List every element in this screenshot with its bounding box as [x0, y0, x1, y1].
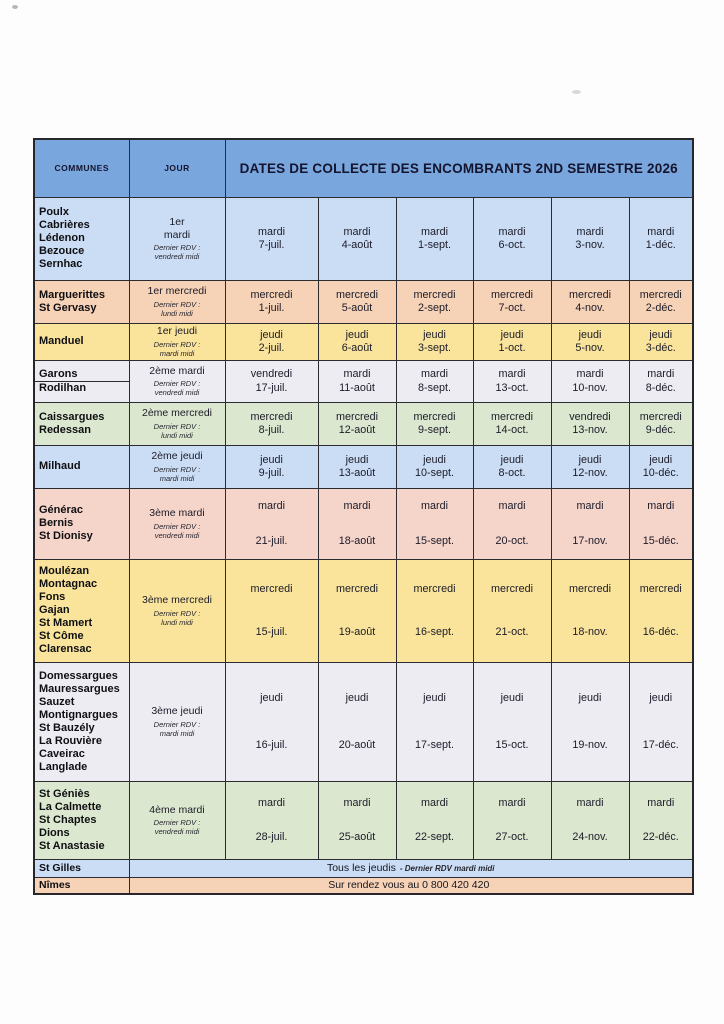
rdv-label: Dernier RDV : — [153, 608, 201, 618]
communes-column-header: COMMUNES — [34, 139, 129, 197]
date-cell — [225, 445, 318, 488]
collection-day: jeudi — [649, 692, 673, 704]
collection-date: 8-sept. — [417, 381, 451, 394]
rdv-time: mardi midi — [159, 348, 195, 358]
date-cell — [225, 280, 318, 323]
collection-day: mardi — [498, 796, 526, 809]
collection-date: 1-juil. — [258, 302, 285, 314]
date-cell — [629, 323, 693, 360]
date-cell — [396, 402, 473, 445]
collection-date: 19-nov. — [572, 738, 608, 751]
commune-name: Domessargues — [39, 669, 118, 682]
collection-day: jeudi — [649, 328, 673, 341]
date-cell — [225, 662, 318, 781]
date-cell — [629, 559, 693, 662]
collection-day: mardi — [647, 500, 675, 512]
commune-name: Nîmes — [39, 878, 71, 891]
collection-day: jeudi — [423, 692, 446, 704]
collection-date: 21-oct. — [495, 625, 529, 638]
date-cell — [473, 781, 551, 859]
collection-date: 13-nov. — [572, 424, 608, 436]
rdv-time: vendredi midi — [154, 530, 200, 540]
collection-day: mercredi — [413, 288, 456, 301]
footer-note: - Dernier RDV mardi midi — [399, 863, 495, 873]
date-cell — [225, 488, 318, 559]
collection-date: 4-août — [341, 239, 373, 251]
commune-name: Gajan — [39, 604, 70, 616]
jour-cell — [129, 781, 225, 859]
collection-date: 17-sept. — [414, 738, 454, 751]
date-cell — [318, 488, 396, 559]
collection-date: 21-juil. — [255, 534, 288, 547]
collection-day: mardi — [498, 368, 526, 380]
collection-day: mercredi — [336, 583, 378, 595]
collection-day: mardi — [576, 796, 604, 809]
collection-day: jeudi — [345, 328, 369, 341]
date-cell — [551, 662, 629, 781]
collection-day: mardi — [343, 500, 371, 512]
collection-date: 10-déc. — [642, 467, 679, 479]
collection-day: mercredi — [250, 288, 293, 301]
date-cell — [396, 197, 473, 280]
collection-schedule-table — [33, 138, 694, 895]
date-cell — [396, 280, 473, 323]
date-cell — [473, 323, 551, 360]
collection-day: mercredi — [491, 410, 533, 423]
commune-name: Cabrières — [39, 219, 90, 231]
jour-cell — [129, 559, 225, 662]
schedule-footer-row — [34, 859, 693, 877]
communes-cell — [34, 402, 129, 445]
commune-name: Langlade — [39, 760, 88, 773]
date-cell — [551, 402, 629, 445]
date-cell — [396, 488, 473, 559]
collection-day: mercredi — [250, 410, 293, 423]
commune-name: Bernis — [39, 517, 74, 529]
collection-day: mercredi — [639, 410, 682, 423]
jour-rule: 3ème jeudi — [151, 705, 203, 718]
collection-date: 9-sept. — [417, 424, 451, 436]
commune-name: Manduel — [39, 335, 84, 347]
jour-cell — [129, 402, 225, 445]
collection-day: mercredi — [569, 583, 611, 595]
collection-date: 12-nov. — [572, 467, 608, 479]
communes-cell — [34, 559, 129, 662]
communes-cell — [34, 445, 129, 488]
jour-cell — [129, 445, 225, 488]
collection-day: mardi — [576, 225, 604, 238]
schedule-row — [34, 662, 693, 781]
commune-name: Sernhac — [39, 258, 83, 270]
rdv-label: Dernier RDV : — [153, 421, 201, 431]
date-cell — [225, 559, 318, 662]
collection-date: 15-oct. — [495, 738, 529, 751]
jour-rule: 3ème mercredi — [141, 594, 213, 607]
commune-name: Fons — [39, 591, 66, 603]
collection-date: 5-août — [341, 302, 373, 314]
commune-name: Milhaud — [39, 460, 81, 472]
collection-date: 17-juil. — [255, 381, 288, 394]
date-cell — [551, 488, 629, 559]
collection-date: 15-déc. — [642, 534, 679, 547]
date-cell — [396, 323, 473, 360]
date-cell — [629, 197, 693, 280]
jour-column-header: JOUR — [129, 139, 225, 197]
date-cell — [473, 280, 551, 323]
rdv-time: mardi midi — [159, 728, 195, 738]
commune-name: Redessan — [39, 423, 91, 436]
collection-day: jeudi — [260, 692, 283, 704]
commune-name: St Gervasy — [39, 301, 97, 314]
commune-name: Marguerittes — [39, 288, 106, 301]
collection-date: 15-sept. — [414, 534, 454, 547]
schedule-row — [34, 360, 693, 402]
jour-rule: 1er — [169, 216, 185, 228]
date-cell — [551, 445, 629, 488]
date-cell — [318, 360, 396, 402]
date-cell — [551, 781, 629, 859]
rdv-label: Dernier RDV : — [153, 719, 201, 729]
date-cell — [473, 488, 551, 559]
commune-name: St Gilles — [39, 861, 82, 874]
rdv-time: vendredi midi — [154, 252, 200, 261]
commune-name: St Côme — [39, 630, 84, 642]
schedule-row — [34, 197, 693, 280]
collection-day: mercredi — [336, 288, 378, 301]
jour-cell — [129, 488, 225, 559]
schedule-sheet — [33, 138, 694, 895]
communes-cell — [34, 323, 129, 360]
collection-day: jeudi — [500, 692, 524, 704]
schedule-row — [34, 559, 693, 662]
collection-day: vendredi — [569, 410, 611, 423]
commune-name: Lédenon — [39, 232, 85, 244]
commune-name: Clarensac — [39, 643, 92, 655]
commune-name: Garons — [39, 367, 78, 380]
commune-name: Poulx — [39, 206, 69, 218]
rdv-label: Dernier RDV : — [153, 243, 201, 252]
rdv-label: Dernier RDV : — [153, 379, 201, 389]
collection-date: 7-oct. — [498, 302, 526, 314]
rdv-time: lundi midi — [161, 617, 193, 627]
schedule-row — [34, 445, 693, 488]
collection-day: mercredi — [639, 288, 682, 301]
collection-date: 8-déc. — [645, 381, 676, 394]
collection-date: 13-oct. — [495, 381, 529, 394]
collection-day: mardi — [498, 500, 526, 512]
collection-date: 17-déc. — [642, 738, 679, 751]
jour-cell — [129, 360, 225, 402]
collection-date: 22-déc. — [642, 831, 679, 843]
collection-date: 6-oct. — [498, 239, 526, 251]
rdv-label: Dernier RDV : — [153, 339, 201, 349]
scan-speck — [12, 5, 18, 9]
collection-date: 19-août — [338, 625, 376, 638]
collection-day: jeudi — [260, 328, 283, 341]
collection-date: 8-juil. — [258, 424, 285, 436]
date-cell — [473, 197, 551, 280]
footer-text: Tous les jeudis — [326, 862, 396, 874]
collection-date: 20-oct. — [495, 534, 529, 547]
commune-name: Générac — [39, 504, 84, 516]
communes-cell — [34, 877, 129, 894]
schedule-row — [34, 781, 693, 859]
collection-date: 20-août — [338, 738, 376, 751]
date-cell — [551, 323, 629, 360]
jour-rule: 2ème mardi — [149, 364, 205, 377]
date-cell — [318, 402, 396, 445]
collection-day: mardi — [576, 368, 604, 380]
commune-name: Sauzet — [39, 695, 75, 708]
date-cell — [318, 197, 396, 280]
date-cell — [396, 662, 473, 781]
collection-date: 2-juil. — [258, 342, 285, 354]
date-cell — [396, 781, 473, 859]
collection-day: mercredi — [491, 288, 533, 301]
collection-date: 24-nov. — [572, 831, 608, 843]
jour-rule: 2ème mercredi — [141, 407, 213, 420]
collection-day: mardi — [647, 796, 675, 809]
schedule-row — [34, 280, 693, 323]
jour-rule: 4ème mardi — [149, 803, 205, 816]
schedule-row — [34, 323, 693, 360]
collection-day: mardi — [258, 796, 285, 809]
commune-name: Rodilhan — [39, 381, 87, 394]
collection-date: 22-sept. — [414, 831, 454, 843]
collection-date: 10-sept. — [414, 467, 454, 479]
collection-day: mercredi — [250, 583, 293, 595]
date-cell — [551, 360, 629, 402]
collection-day: mercredi — [413, 583, 456, 595]
jour-rule: 1er jeudi — [156, 325, 198, 338]
collection-date: 1-déc. — [645, 239, 676, 251]
collection-date: 7-juil. — [258, 239, 285, 251]
collection-day: jeudi — [345, 453, 369, 466]
communes-cell — [34, 197, 129, 280]
collection-day: jeudi — [500, 328, 524, 341]
commune-name: Caissargues — [39, 410, 105, 423]
schedule-row — [34, 488, 693, 559]
collection-day: mardi — [421, 796, 448, 809]
commune-name: St Mamert — [39, 617, 93, 629]
collection-day: jeudi — [649, 453, 673, 466]
collection-date: 11-août — [339, 381, 375, 394]
date-cell — [473, 559, 551, 662]
date-cell — [551, 197, 629, 280]
collection-date: 4-nov. — [575, 302, 605, 314]
collection-day: mardi — [576, 500, 604, 512]
commune-name: Bezouce — [39, 245, 85, 257]
commune-name: St Chaptes — [39, 813, 97, 826]
commune-name: La Rouvière — [39, 734, 102, 747]
jour-rule: 2ème jeudi — [151, 450, 203, 463]
date-cell — [629, 781, 693, 859]
scan-speck — [572, 90, 581, 94]
collection-day: mardi — [421, 500, 448, 512]
collection-date: 16-juil. — [255, 738, 288, 751]
merged-info-cell — [129, 877, 693, 894]
communes-cell — [34, 488, 129, 559]
jour-cell — [129, 323, 225, 360]
collection-date: 9-juil. — [258, 467, 285, 479]
date-cell — [225, 360, 318, 402]
collection-day: jeudi — [578, 453, 602, 466]
date-cell — [396, 360, 473, 402]
collection-date: 9-déc. — [645, 424, 676, 436]
jour-cell — [129, 280, 225, 323]
date-cell — [629, 662, 693, 781]
collection-day: jeudi — [578, 328, 602, 341]
rdv-time: vendredi midi — [154, 827, 200, 837]
collection-date: 27-oct. — [495, 831, 529, 843]
jour-rule: 1er mercredi — [147, 285, 207, 298]
collection-day: mardi — [421, 368, 448, 380]
date-cell — [473, 445, 551, 488]
collection-day: mardi — [647, 225, 675, 238]
collection-day: jeudi — [260, 453, 283, 466]
commune-name: Montignargues — [39, 708, 118, 721]
collection-day: mardi — [258, 500, 285, 512]
collection-day: mardi — [343, 368, 371, 380]
communes-cell — [34, 662, 129, 781]
rdv-label: Dernier RDV : — [153, 464, 201, 474]
date-cell — [473, 402, 551, 445]
collection-date: 28-juil. — [255, 831, 288, 843]
date-cell — [396, 559, 473, 662]
communes-cell — [34, 781, 129, 859]
date-cell — [551, 280, 629, 323]
commune-name: Mauressargues — [39, 682, 120, 695]
date-cell — [629, 360, 693, 402]
collection-date: 13-août — [338, 467, 376, 479]
rdv-time: lundi midi — [161, 308, 193, 318]
date-cell — [318, 662, 396, 781]
collection-day: mardi — [647, 368, 675, 380]
rdv-label: Dernier RDV : — [153, 521, 201, 531]
date-cell — [629, 445, 693, 488]
collection-day: jeudi — [345, 692, 369, 704]
collection-date: 17-nov. — [572, 534, 608, 547]
commune-name: St Dionisy — [39, 530, 93, 542]
collection-day: jeudi — [423, 453, 446, 466]
collection-date: 16-déc. — [642, 625, 679, 638]
commune-name: Dions — [39, 826, 70, 839]
collection-date: 8-oct. — [498, 467, 526, 479]
page-title: DATES DE COLLECTE DES ENCOMBRANTS 2ND SEMESTRE 2026 — [225, 139, 693, 197]
schedule-row — [34, 402, 693, 445]
date-cell — [318, 445, 396, 488]
collection-day: mercredi — [491, 583, 533, 595]
communes-cell — [34, 859, 129, 877]
date-cell — [225, 197, 318, 280]
collection-date: 3-déc. — [645, 342, 676, 354]
collection-day: mardi — [421, 225, 448, 238]
collection-date: 18-nov. — [572, 625, 608, 638]
collection-day: mercredi — [639, 583, 682, 595]
footer-text: Sur rendez vous au 0 800 420 420 — [328, 879, 490, 892]
collection-day: vendredi — [250, 368, 293, 380]
collection-date: 2-déc. — [645, 302, 676, 314]
collection-date: 6-août — [341, 342, 373, 354]
date-cell — [629, 488, 693, 559]
jour-cell — [129, 197, 225, 280]
collection-date: 14-oct. — [495, 424, 529, 436]
date-cell — [225, 323, 318, 360]
date-cell — [318, 781, 396, 859]
date-cell — [473, 662, 551, 781]
collection-day: mardi — [498, 225, 526, 238]
commune-name: Moulézan — [39, 565, 90, 577]
date-cell — [318, 280, 396, 323]
date-cell — [318, 323, 396, 360]
communes-cell — [34, 360, 129, 402]
date-cell — [473, 360, 551, 402]
date-cell — [551, 559, 629, 662]
collection-day: jeudi — [500, 453, 524, 466]
commune-name: Caveirac — [39, 747, 85, 760]
communes-cell — [34, 280, 129, 323]
collection-day: jeudi — [423, 328, 446, 341]
collection-date: 12-août — [338, 424, 376, 436]
jour-rule: 3ème mardi — [149, 507, 205, 520]
collection-date: 16-sept. — [414, 625, 454, 638]
rdv-time: lundi midi — [161, 430, 193, 440]
collection-day: mercredi — [336, 410, 378, 423]
date-cell — [629, 402, 693, 445]
commune-name: Montagnac — [39, 578, 98, 590]
rdv-label: Dernier RDV : — [153, 299, 201, 309]
merged-info-cell — [129, 859, 693, 877]
table-header-row — [34, 139, 693, 197]
date-cell — [225, 402, 318, 445]
rdv-time: vendredi midi — [154, 388, 200, 398]
collection-date: 18-août — [338, 534, 376, 547]
collection-date: 3-sept. — [417, 342, 451, 354]
commune-name: St Bauzély — [39, 721, 95, 734]
commune-name: La Calmette — [39, 800, 102, 813]
jour-cell — [129, 662, 225, 781]
schedule-footer-row — [34, 877, 693, 894]
collection-day: mardi — [343, 225, 371, 238]
collection-date: 25-août — [338, 831, 376, 843]
date-cell — [225, 781, 318, 859]
collection-date: 2-sept. — [417, 302, 451, 314]
collection-date: 3-nov. — [575, 239, 605, 251]
collection-date: 1-oct. — [498, 342, 526, 354]
jour-rule: mardi — [163, 228, 191, 241]
collection-date: 15-juil. — [255, 625, 288, 638]
rdv-time: mardi midi — [159, 473, 195, 483]
rdv-label: Dernier RDV : — [153, 818, 201, 828]
commune-name: St Anastasie — [39, 839, 105, 852]
date-cell — [318, 559, 396, 662]
commune-name: St Géniès — [39, 787, 90, 800]
collection-day: mardi — [343, 796, 371, 809]
collection-day: mercredi — [569, 288, 611, 301]
collection-day: jeudi — [578, 692, 602, 704]
date-cell — [396, 445, 473, 488]
collection-date: 10-nov. — [572, 381, 608, 394]
collection-date: 5-nov. — [575, 342, 605, 354]
collection-day: mardi — [258, 225, 285, 238]
date-cell — [629, 280, 693, 323]
collection-date: 1-sept. — [417, 239, 451, 251]
collection-day: mercredi — [413, 410, 456, 423]
